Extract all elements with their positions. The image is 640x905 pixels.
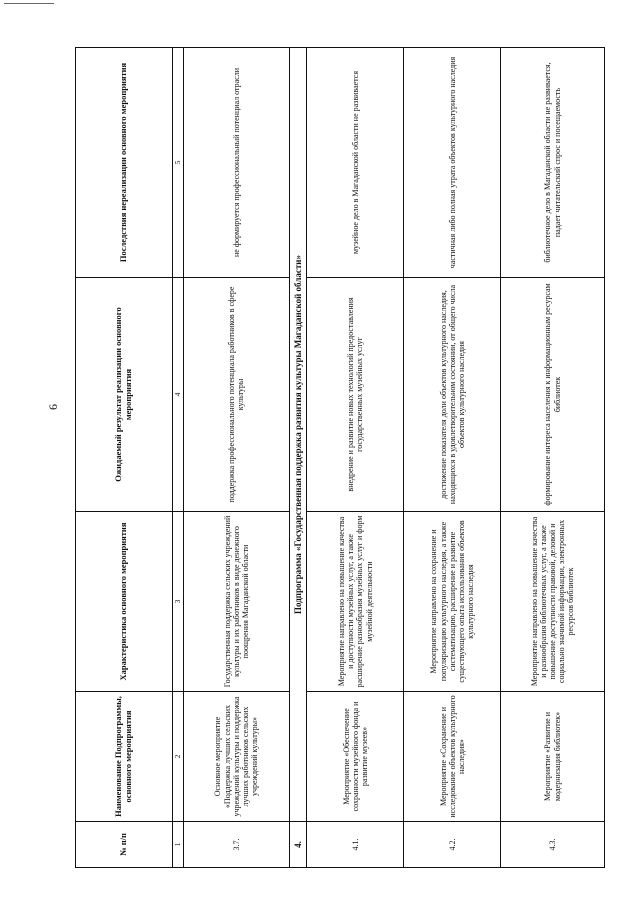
row-name: Мероприятие «Обеспечение сохранности музейного фонда и развитие музеев» [307, 692, 404, 822]
row-result: достижение показателя доли объектов культурного наследия, находящихся в удовлетворительном состоянии, от общего числа объектов культурного наследия [404, 278, 501, 512]
col-number: 5 [172, 48, 183, 278]
header-consequence: Последствия нереализации основного мероприятия [76, 48, 173, 278]
row-desc: Мероприятие направлено на повышение качества и доступности музейных услуг, а также расширение разнообразия музейных услуг и форм музейной деятельности [307, 512, 404, 692]
row-result: внедрение и развитие новых технологий предоставления государственных музейных услуг [307, 278, 404, 512]
row-desc: Мероприятие направлено на повышение качества и разнообразия библиотечных услуг, а также повышение доступности правовой, деловой и социально значимой информации, электронных ресурсов библиотек [501, 512, 605, 692]
measures-table [75, 47, 605, 868]
header-desc: Характеристика основного мероприятия [76, 512, 173, 692]
col-number: 4 [172, 278, 183, 512]
row-consequence: библиотечное дело в Магаданской области не развивается, падает читательский спрос и посещаемость [501, 48, 605, 278]
rotated-table-container [75, 48, 605, 868]
section-num: 4. [289, 822, 307, 868]
table-row [501, 48, 605, 868]
row-name: Мероприятие «Сохранение и исследование объектов культурного наследия» [404, 692, 501, 822]
table-row [404, 48, 501, 868]
row-name: Мероприятие «Развитие и модернизация библиотек» [501, 692, 605, 822]
row-result: формирование интереса населения к информационным ресурсам библиотек [501, 278, 605, 512]
row-desc: Государственная поддержка сельских учреждений культуры и их работников в виде денежного поощрения Магаданской области [183, 512, 289, 692]
header-name: Наименование Подпрограммы, основного мероприятия [76, 692, 173, 822]
section-row [289, 48, 307, 868]
row-num: 4.1. [307, 822, 404, 868]
col-number: 2 [172, 692, 183, 822]
table-row [307, 48, 404, 868]
section-title: Подпрограмма «Государственная поддержка развития культуры Магаданской области» [289, 48, 307, 822]
col-number: 1 [172, 822, 183, 868]
column-number-row [172, 48, 183, 868]
row-consequence: не формируется профессиональный потенциал отрасли [183, 48, 289, 278]
row-num: 4.3. [501, 822, 605, 868]
row-consequence: музейное дело в Магаданской области не развивается [307, 48, 404, 278]
col-number: 3 [172, 512, 183, 692]
row-num: 3.7. [183, 822, 289, 868]
row-num: 4.2. [404, 822, 501, 868]
row-consequence: частичная либо полная утрата объектов культурного наследия [404, 48, 501, 278]
table-row [183, 48, 289, 868]
header-row [76, 48, 173, 868]
header-num: № п/п [76, 822, 173, 868]
header-result: Ожидаемый результат реализации основного мероприятия [76, 278, 173, 512]
scan-edge-line [4, 3, 54, 4]
row-desc: Мероприятие направлено на сохранение и популяризацию культурного наследия, а также систематизацию, расширение и развитие существующего опыта использования объектов культурного наследия [404, 512, 501, 692]
row-name: Основное мероприятие «Поддержка лучших сельских учреждений культуры и поддержка лучших работников сельских учреждений культуры» [183, 692, 289, 822]
page-number: 6 [46, 404, 60, 410]
row-result: поддержка профессионального потенциала работников в сфере культуры [183, 278, 289, 512]
